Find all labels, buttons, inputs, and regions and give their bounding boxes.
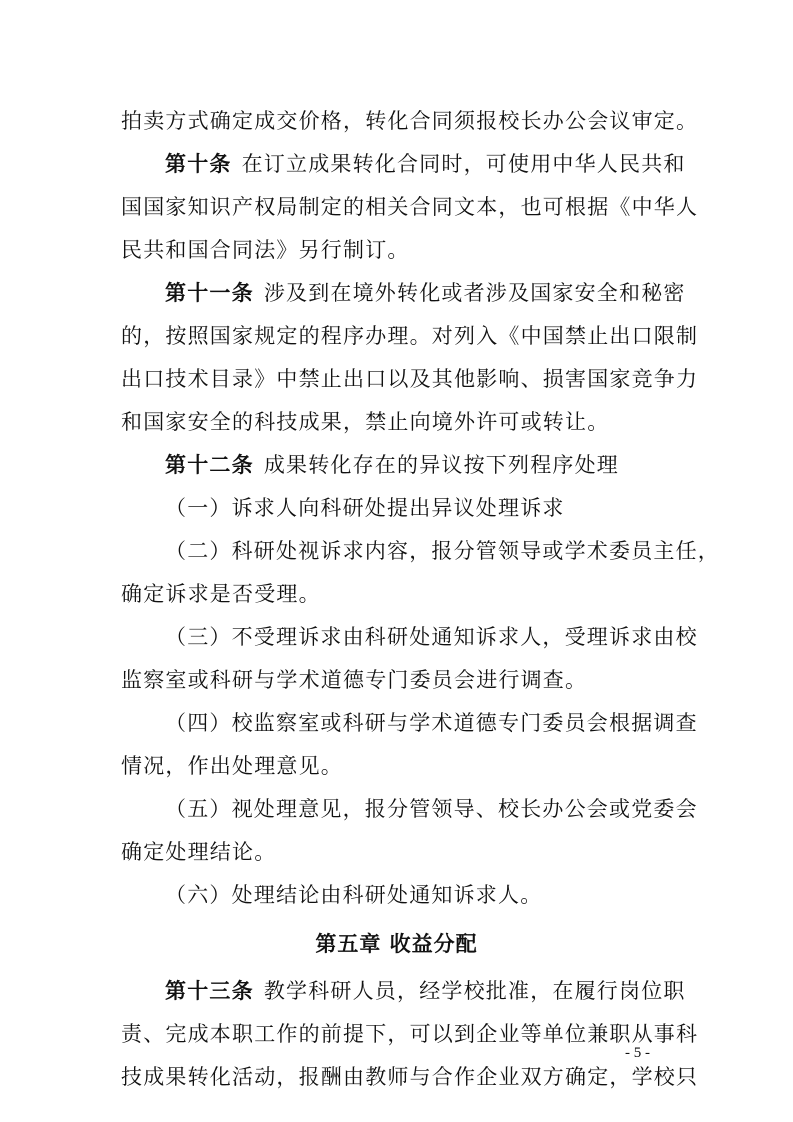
article-label: 第十三条: [165, 979, 254, 1003]
article-12-line: 第十二条 成果转化存在的异议按下列程序处理: [165, 453, 620, 477]
list-item: （四）校监察室或科研与学术道德专门委员会根据调查: [165, 711, 698, 735]
text-line: 拍卖方式确定成交价格，转化合同须报校长办公会议审定。: [121, 109, 699, 133]
chapter-heading: 第五章 收益分配: [315, 932, 478, 956]
text-line: 和国家安全的科技成果，禁止向境外许可或转让。: [121, 410, 610, 434]
text-line: 情况，作出处理意见。: [121, 754, 343, 778]
article-13-line: 第十三条 教学科研人员，经学校批准，在履行岗位职: [165, 979, 686, 1003]
text-line: 国国家知识产权局制定的相关合同文本，也可根据《中华人: [121, 195, 699, 219]
list-item: （五）视处理意见，报分管领导、校长办公会或党委会: [165, 797, 698, 821]
article-label: 第十二条: [165, 453, 254, 477]
article-11-line: 第十一条 涉及到在境外转化或者涉及国家安全和秘密: [165, 281, 686, 305]
text-line: 技成果转化活动，报酬由教师与合作企业双方确定，学校只: [121, 1065, 699, 1089]
article-label: 第十条: [165, 152, 232, 176]
text-line: 出口技术目录》中禁止出口以及其他影响、损害国家竞争力: [121, 367, 699, 391]
text-line: 监察室或科研与学术道德专门委员会进行调查。: [121, 668, 588, 692]
text-line: 责、完成本职工作的前提下，可以到企业等单位兼职从事科: [121, 1022, 699, 1046]
text-line: 确定诉求是否受理。: [121, 582, 321, 606]
article-10-line: 第十条 在订立成果转化合同时，可使用中华人民共和: [165, 152, 686, 176]
text-line: 民共和国合同法》另行制订。: [121, 238, 410, 262]
list-item: （二）科研处视诉求内容，报分管领导或学术委员主任，: [165, 539, 720, 563]
list-item: （一）诉求人向科研处提出异议处理诉求: [165, 496, 565, 520]
list-item: （三）不受理诉求由科研处通知诉求人，受理诉求由校: [165, 625, 698, 649]
article-label: 第十一条: [165, 281, 254, 305]
text-line: 的，按照国家规定的程序办理。对列入《中国禁止出口限制: [121, 324, 699, 348]
page-number: - 5 -: [625, 1045, 650, 1061]
text-line: 确定处理结论。: [121, 840, 277, 864]
list-item: （六）处理结论由科研处通知诉求人。: [165, 883, 543, 907]
